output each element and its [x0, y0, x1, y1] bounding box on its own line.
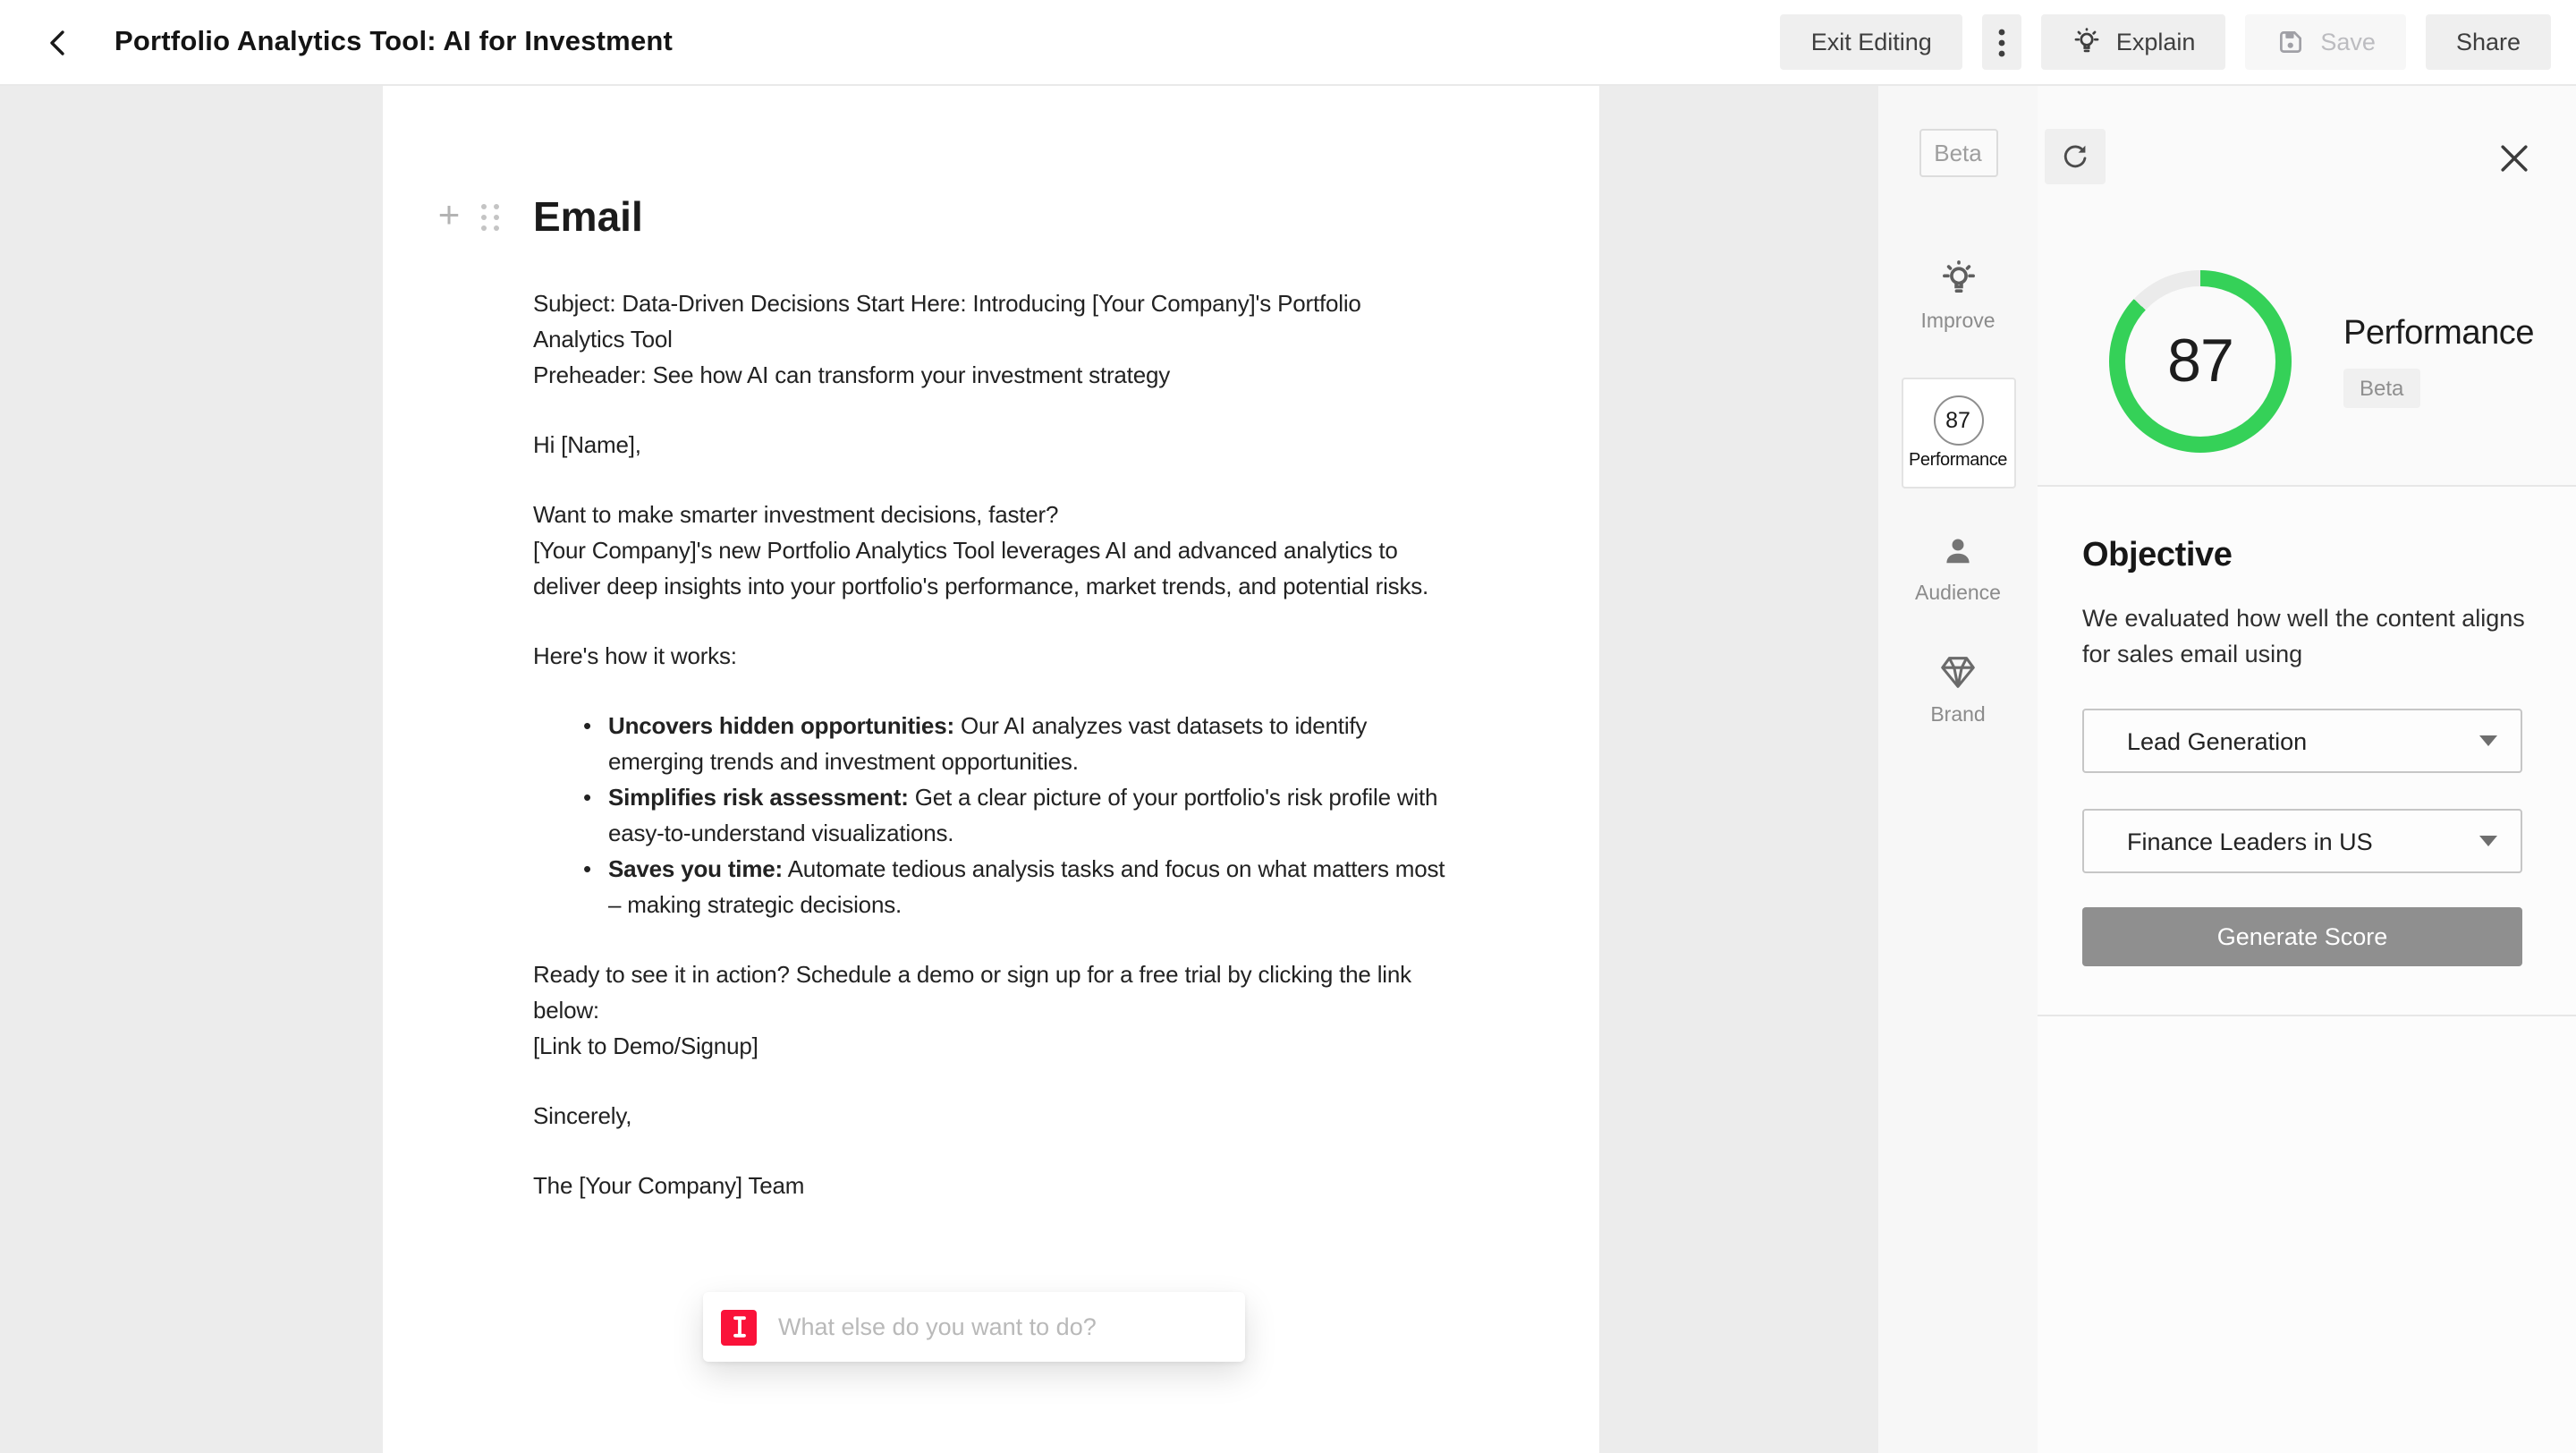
save-floppy-icon [2275, 27, 2306, 57]
text-cursor-icon [721, 1309, 757, 1345]
plus-icon: + [437, 195, 461, 236]
email-bullet-item: • Uncovers hidden opportunities: Our AI analyzes vast datasets to identify emerging trends and investment opportunities. [590, 709, 1445, 780]
refresh-button[interactable] [2045, 129, 2106, 184]
document-page[interactable] [383, 86, 1599, 1453]
explain-button[interactable]: Explain [2041, 14, 2226, 70]
lightbulb-icon [2072, 27, 2102, 57]
email-paragraph: Here's how it works: [533, 642, 737, 669]
objective-section [2038, 487, 2576, 1016]
assistant-bar [703, 1292, 1245, 1362]
drag-handle-icon[interactable] [481, 204, 499, 231]
person-icon [1939, 533, 1977, 571]
editor-canvas [0, 86, 1878, 1453]
email-paragraph: Subject: Data-Driven Decisions Start Here: Introducing [Your Company]'s Portfolio Analytics Tool Preheader: See how AI can transform your investment strategy [533, 290, 1361, 388]
panel-beta-badge: Beta [2343, 369, 2419, 408]
email-bullet-item: • Saves you time: Automate tedious analysis tasks and focus on what matters most – making strategic decisions. [590, 852, 1445, 923]
diamond-icon [1937, 651, 1979, 693]
close-icon [2500, 144, 2527, 171]
more-options-button[interactable] [1982, 14, 2021, 70]
back-button[interactable] [32, 17, 82, 67]
save-button[interactable]: Save [2245, 14, 2406, 70]
performance-panel [2038, 86, 2576, 1453]
lightbulb-icon [1938, 259, 1978, 299]
tab-brand[interactable]: Brand [1878, 651, 2038, 726]
email-paragraph: Sincerely, [533, 1102, 632, 1129]
right-rail [1878, 86, 2038, 1453]
audience-select[interactable]: Finance Leaders in US [2082, 809, 2522, 873]
caret-down-icon [2479, 735, 2497, 746]
close-button[interactable] [2494, 138, 2533, 177]
email-bullet-item: • Simplifies risk assessment: Get a clear picture of your portfolio's risk profile with easy-to-understand visualizations. [590, 780, 1445, 852]
add-block-button[interactable] [431, 195, 467, 236]
top-bar [0, 0, 2576, 86]
panel-title: Performance [2343, 315, 2535, 353]
tab-improve[interactable]: Improve [1878, 259, 2038, 333]
objective-heading: Objective [2082, 537, 2233, 574]
email-bullet-list [533, 709, 1445, 923]
score-section [2038, 86, 2576, 487]
score-value: 87 [2167, 327, 2233, 395]
refresh-icon [2059, 140, 2091, 173]
email-paragraph: Want to make smarter investment decisions, faster? [Your Company]'s new Portfolio Analytics Tool leverages AI and advanced analytics to deliver deep insights into your portfolio's performance, market trends, and potential risks. [533, 501, 1429, 599]
generate-score-button[interactable]: Generate Score [2082, 907, 2522, 966]
mini-score-ring: 87 [1933, 395, 1983, 446]
back-chevron-icon [45, 28, 70, 56]
kebab-menu-icon [1998, 28, 2005, 56]
caret-down-icon [2479, 836, 2497, 846]
workspace [0, 86, 2576, 1453]
beta-badge: Beta [1919, 129, 1997, 177]
exit-editing-button[interactable]: Exit Editing [1781, 14, 1962, 70]
objective-description: We evaluated how well the content aligns for sales email using [2082, 605, 2525, 667]
tab-audience[interactable]: Audience [1878, 533, 2038, 605]
tab-performance[interactable]: 87 Performance [1901, 378, 2015, 489]
email-paragraph: The [Your Company] Team [533, 1172, 805, 1199]
score-ring [2109, 270, 2292, 453]
document-title[interactable]: Portfolio Analytics Tool: AI for Investment [114, 26, 674, 56]
block-title[interactable]: Email [533, 193, 643, 240]
email-body[interactable] [533, 286, 1445, 1204]
email-paragraph: Hi [Name], [533, 431, 641, 458]
assistant-input[interactable] [778, 1313, 1227, 1340]
objective-select[interactable]: Lead Generation [2082, 709, 2522, 773]
share-button[interactable]: Share [2426, 14, 2551, 70]
email-paragraph: Ready to see it in action? Schedule a demo or sign up for a free trial by clicking the link below: [Link to Demo/Signup] [533, 961, 1411, 1059]
